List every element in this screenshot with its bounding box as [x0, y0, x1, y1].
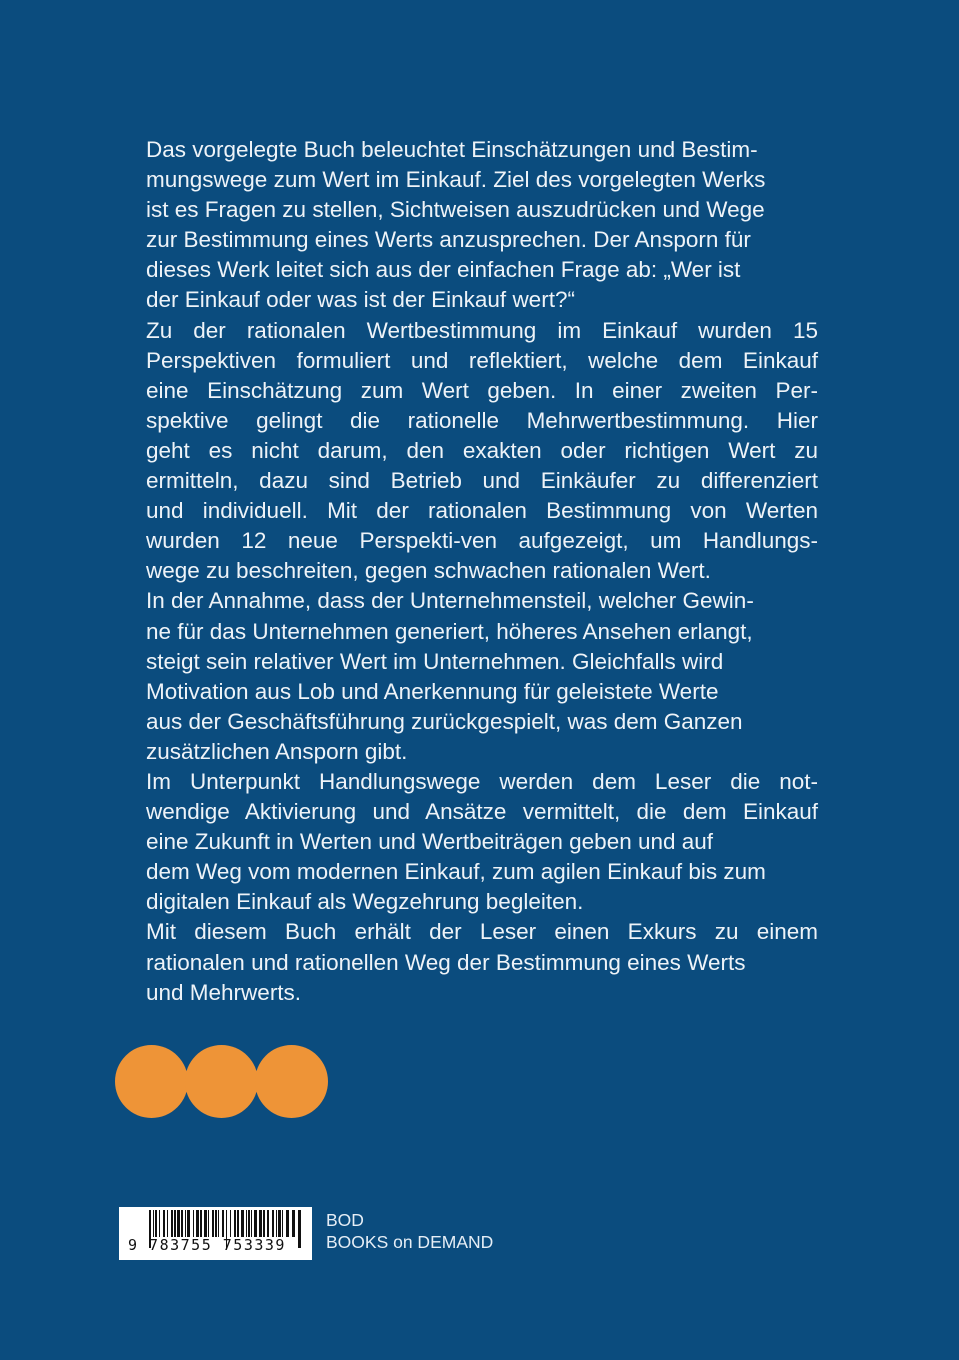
- blurb-line: geht es nicht darum, den exakten oder richtigen Wert zu: [146, 437, 818, 463]
- barcode-bar: [163, 1210, 165, 1237]
- blurb-line: und individuell. Mit der rationalen Bestimmung von Werten: [146, 498, 818, 524]
- barcode-bar: [208, 1210, 209, 1237]
- blurb-line: Motivation aus Lob und Anerkennung für geleistete Werte: [146, 678, 719, 704]
- barcode-bar: [222, 1210, 224, 1237]
- publisher-short: BOD: [326, 1210, 364, 1230]
- barcode-bar: [251, 1210, 252, 1237]
- blurb-line: wege zu beschreiten, gegen schwachen rationalen Wert.: [146, 558, 711, 584]
- blurb-line: mungswege zum Wert im Einkauf. Ziel des vorgelegten Werks: [146, 167, 766, 193]
- blurb-line: aus der Geschäftsführung zurückgespielt, was dem Ganzen: [146, 708, 743, 734]
- barcode-bar: [181, 1210, 183, 1237]
- blurb-line: dieses Werk leitet sich aus der einfachen Frage ab: „Wer ist: [146, 257, 741, 283]
- barcode-bar: [237, 1210, 239, 1237]
- blurb-line: wendige Aktivierung und Ansätze vermittelt, die dem Einkauf: [146, 799, 818, 825]
- barcode-bar: [187, 1210, 190, 1237]
- barcode-bar: [212, 1210, 214, 1237]
- publisher-logo: [326, 1209, 493, 1253]
- barcode-bar: [278, 1210, 281, 1237]
- barcode-bar: [155, 1210, 157, 1237]
- blurb-line: rationalen und rationellen Weg der Bestimmung eines Werts: [146, 949, 746, 975]
- orange-dot: [185, 1045, 258, 1118]
- barcode-bar: [298, 1210, 301, 1248]
- barcode-bar: [254, 1210, 257, 1237]
- blurb-line: digitalen Einkauf als Wegzehrung begleiten.: [146, 889, 584, 915]
- orange-dot: [255, 1045, 328, 1118]
- blurb-line: eine Zukunft in Werten und Wertbeiträgen geben und auf: [146, 829, 714, 855]
- blurb-line: Perspektiven formuliert und reflektiert, welche dem Einkauf: [146, 347, 818, 373]
- barcode-bar: [234, 1210, 236, 1237]
- isbn-digits: 9 783755 753339: [128, 1236, 286, 1254]
- barcode-bar: [218, 1210, 219, 1237]
- barcode-bar: [246, 1210, 247, 1237]
- barcode-bar: [204, 1210, 207, 1237]
- blurb-line: Im Unterpunkt Handlungswege werden dem Leser die not-: [146, 768, 818, 794]
- barcode-bar: [259, 1210, 262, 1237]
- orange-dot: [115, 1045, 188, 1118]
- barcode-bar: [241, 1210, 244, 1237]
- blurb-line: Zu der rationalen Wertbestimmung im Einkauf wurden 15: [146, 317, 818, 343]
- blurb-line: spektive gelingt die rationelle Mehrwertbestimmung. Hier: [146, 407, 818, 433]
- blurb-line: In der Annahme, dass der Unternehmensteil, welcher Gewin-: [146, 588, 754, 614]
- blurb-line: wurden 12 neue Perspekti-ven aufgezeigt, um Handlungs-: [146, 528, 818, 554]
- barcode-bar: [193, 1210, 194, 1237]
- barcode-bar: [153, 1210, 154, 1237]
- barcode-bar: [282, 1210, 283, 1237]
- blurb-line: der Einkauf oder was ist der Einkauf wert?“: [146, 287, 575, 313]
- isbn-barcode: [119, 1207, 312, 1260]
- blurb-line: eine Einschätzung zum Wert geben. In einer zweiten Per-: [146, 377, 818, 403]
- publisher-full: BOOKS on DEMAND: [326, 1232, 494, 1252]
- blurb-line: Mit diesem Buch erhält der Leser einen Exkurs zu einem: [146, 919, 818, 945]
- barcode-bar: [272, 1210, 274, 1237]
- barcode-bar: [230, 1210, 231, 1237]
- barcode-bar: [159, 1210, 160, 1237]
- barcode-bar: [171, 1210, 173, 1237]
- blurb-line: Das vorgelegte Buch beleuchtet Einschätzungen und Bestim-: [146, 137, 758, 162]
- barcode-bar: [286, 1210, 289, 1237]
- barcode-bar: [215, 1210, 217, 1237]
- barcode-bar: [276, 1210, 277, 1237]
- barcode-bar: [292, 1210, 295, 1237]
- blurb-line: dem Weg vom modernen Einkauf, zum agilen Einkauf bis zum: [146, 859, 766, 885]
- barcode-bar: [248, 1210, 250, 1237]
- back-cover-blurb: [146, 135, 818, 1008]
- barcode-bar: [200, 1210, 202, 1237]
- barcode-bar: [177, 1210, 180, 1237]
- blurb-line: ist es Fragen zu stellen, Sichtweisen auszudrücken und Wege: [146, 197, 765, 223]
- barcode-bar: [263, 1210, 265, 1237]
- barcode-bar: [196, 1210, 199, 1237]
- barcode-bar: [267, 1210, 269, 1237]
- blurb-line: ne für das Unternehmen generiert, höheres Ansehen erlangt,: [146, 618, 753, 644]
- blurb-line: steigt sein relativer Wert im Unternehmen. Gleichfalls wird: [146, 648, 724, 674]
- blurb-line: ermitteln, dazu sind Betrieb und Einkäufer zu differenziert: [146, 468, 818, 494]
- blurb-line: und Mehrwerts.: [146, 979, 302, 1005]
- barcode-bar: [185, 1210, 186, 1237]
- barcode-bar: [167, 1210, 168, 1237]
- barcode-bar: [174, 1210, 176, 1237]
- blurb-line: zusätzlichen Ansporn gibt.: [146, 738, 408, 764]
- blurb-line: zur Bestimmung eines Werts anzusprechen. Der Ansporn für: [146, 227, 751, 253]
